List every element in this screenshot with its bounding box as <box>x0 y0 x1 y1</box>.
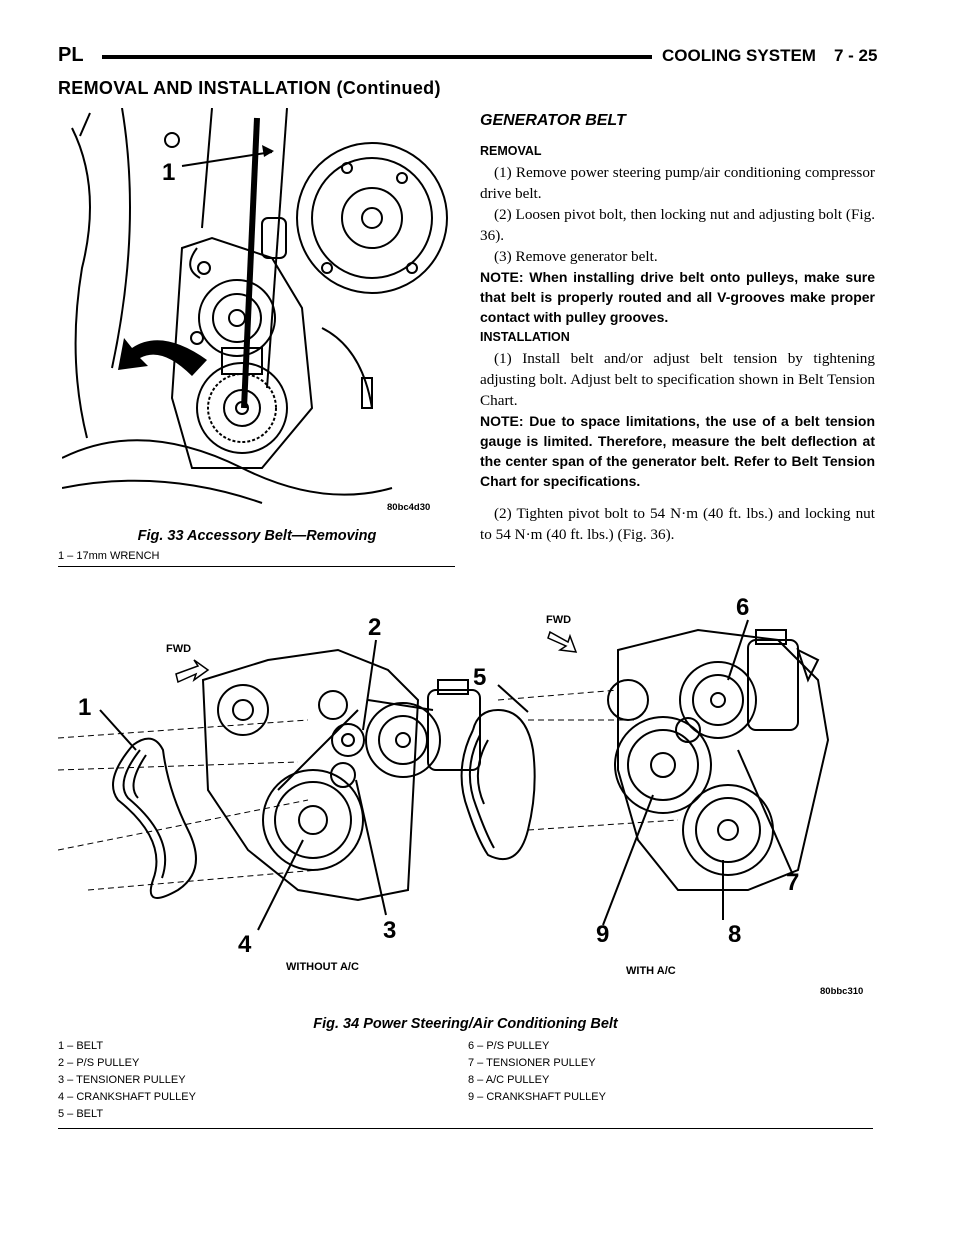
header-right <box>662 46 877 66</box>
fig34-callout-2: 2 <box>368 614 382 641</box>
fig34-label-2: 2 – P/S PULLEY <box>58 1057 140 1069</box>
generator-belt-heading: GENERATOR BELT <box>480 112 626 129</box>
fig34-label-3: 3 – TENSIONER PULLEY <box>58 1074 186 1086</box>
view-label-with-ac: WITH A/C <box>626 965 676 977</box>
note-2: NOTE: Due to space limitations, the use of a belt tension gauge is limited. Therefore, measure the belt deflection at the center span of the generator belt. Refer to Belt Tension Chart for specifications. <box>480 413 875 489</box>
header-rule <box>102 55 652 59</box>
fig34-callout-1: 1 <box>78 694 92 721</box>
text-column <box>480 110 875 545</box>
fig34-label-list <box>58 1038 873 1123</box>
fig34-label-7: 7 – TENSIONER PULLEY <box>468 1057 596 1069</box>
fig34-callout-6: 6 <box>736 594 750 621</box>
fig33-illustration <box>62 108 452 518</box>
fig34-callout-3: 3 <box>383 917 397 944</box>
fig33-label: 1 – 17mm WRENCH <box>58 550 160 562</box>
fig34-label-9: 9 – CRANKSHAFT PULLEY <box>468 1091 606 1103</box>
fig34-label-6: 6 – P/S PULLEY <box>468 1040 550 1052</box>
fig34-labels-left <box>58 1038 468 1123</box>
header-left: PL <box>58 44 84 66</box>
installation-step-1: (1) Install belt and/or adjust belt tension by tightening adjusting bolt. Adjust belt to specification shown in Belt Tension Chart. <box>480 350 875 409</box>
fwd-label-left: FWD <box>166 643 192 655</box>
fig34-illustration <box>58 590 878 1002</box>
fig34-callout-7: 7 <box>786 869 800 896</box>
removal-heading: REMOVAL <box>480 144 542 158</box>
fig34-caption: Fig. 34 Power Steering/Air Conditioning Belt <box>313 1016 618 1032</box>
fig33-code: 80bc4d30 <box>387 502 431 513</box>
removal-step-2: (2) Loosen pivot bolt, then locking nut and adjusting bolt (Fig. 36). <box>480 206 875 244</box>
installation-heading: INSTALLATION <box>480 330 570 344</box>
fig34-rule <box>58 1128 873 1129</box>
page-number: 7 - 25 <box>833 46 878 65</box>
installation-step-2: (2) Tighten pivot bolt to 54 N·m (40 ft. lbs.) and locking nut to 54 N·m (40 ft. lbs.) (Fig. 36). <box>480 505 875 543</box>
fig34-callout-4: 4 <box>238 931 252 958</box>
view-label-without-ac: WITHOUT A/C <box>286 961 359 973</box>
fig34-callout-5: 5 <box>473 664 487 691</box>
fwd-label-right: FWD <box>546 614 572 626</box>
fig34-callout-8: 8 <box>728 921 742 948</box>
fig34-code: 80bbc310 <box>820 986 864 997</box>
header-section: COOLING SYSTEM <box>662 46 816 65</box>
fig33-rule <box>58 566 455 567</box>
fig33-callout-1: 1 <box>162 159 176 186</box>
fig34-labels-right <box>468 1038 873 1123</box>
fig33-caption: Fig. 33 Accessory Belt—Removing <box>137 528 377 544</box>
fig34-label-8: 8 – A/C PULLEY <box>468 1074 550 1086</box>
fig34-callout-9: 9 <box>596 921 610 948</box>
note-1: NOTE: When installing drive belt onto pulleys, make sure that belt is properly routed and all V-grooves make proper contact with pulley grooves. <box>480 269 875 325</box>
removal-step-3: (3) Remove generator belt. <box>494 248 658 265</box>
fig34-label-5: 5 – BELT <box>58 1108 104 1120</box>
removal-step-1: (1) Remove power steering pump/air conditioning compressor drive belt. <box>480 164 875 202</box>
fig34-label-4: 4 – CRANKSHAFT PULLEY <box>58 1091 196 1103</box>
fig34-label-1: 1 – BELT <box>58 1040 104 1052</box>
section-title: REMOVAL AND INSTALLATION (Continued) <box>58 78 441 98</box>
